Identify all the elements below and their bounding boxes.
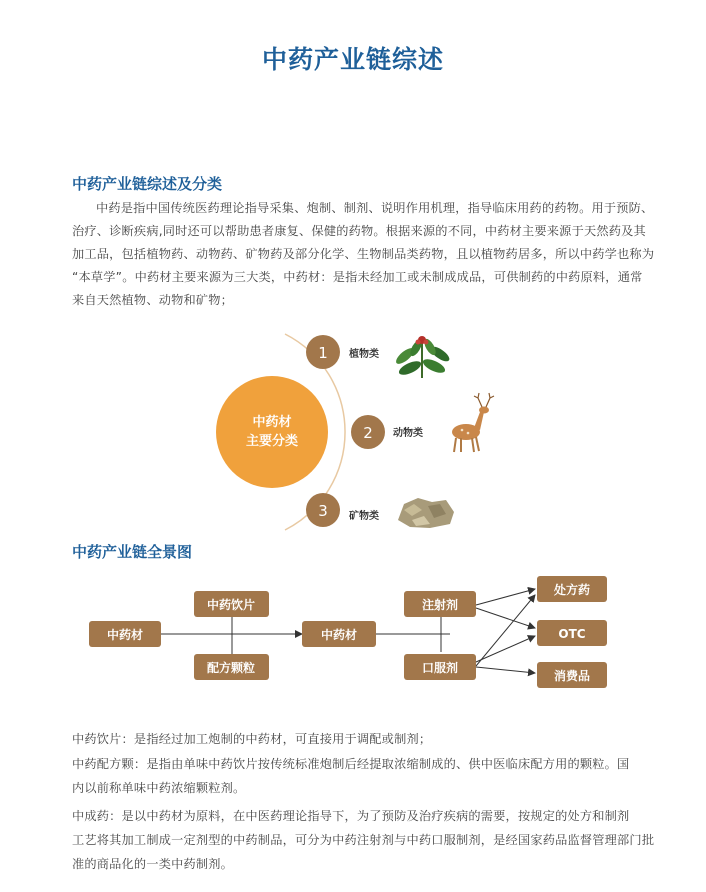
center-label-line2: 主要分类 <box>245 434 299 449</box>
svg-text:OTC: OTC <box>558 627 586 641</box>
arrow-to-prescription <box>476 589 535 605</box>
definition-decoction: 中药饮片：是指经过加工炮制的中药材，可直接用于调配或制剂； <box>72 732 432 746</box>
paragraph-line: 来自天然植物、动物和矿物； <box>72 293 234 307</box>
definition-patent-line2: 工艺将其加工制成一定剂型的中药制品，可分为中药注射剂与中药口服制剂，是经国家药品监督管理部门批 <box>72 833 655 847</box>
svg-text:口服剂: 口服剂 <box>421 661 459 675</box>
section-heading-panorama: 中药产业链全景图 <box>72 543 193 561</box>
paragraph-line: 加工品，包括植物药、动物药、矿物药及部分化学、生物制品类药物，且以植物药居多，所以中药学也称为 <box>72 247 655 261</box>
definition-patent-line3: 准的商品化的一类中药制剂。 <box>72 857 234 871</box>
svg-text:中药材: 中药材 <box>106 628 144 642</box>
badge-number: 3 <box>318 502 328 520</box>
node-consumer <box>537 662 607 688</box>
definition-patent-line1: 中成药：是以中药材为原料，在中医药理论指导下，为了预防及治疗疾病的需要，按规定的处方和制剂 <box>72 809 630 823</box>
center-label-line1: 中药材 <box>252 415 292 430</box>
paragraph-line: 中药是指中国传统医药理论指导采集、炮制、制剂、说明作用机理，指导临床用药的药物。用于预防、 <box>96 201 654 215</box>
node-oral <box>404 654 476 680</box>
badge-number: 1 <box>318 344 328 362</box>
arrow-to-consumer <box>476 667 535 673</box>
classification-diagram <box>0 320 706 540</box>
svg-text:中药材: 中药材 <box>320 628 358 642</box>
paragraph-line: 治疗、诊断疾病,同时还可以帮助患者康复、保健的药物。根据来源的不同，中药材主要来源于天然药及其 <box>72 224 646 238</box>
node-raw-material <box>89 621 161 647</box>
arrow-oral-to-otc <box>476 636 535 662</box>
industry-chain-flow <box>0 570 706 700</box>
category-label-mineral: 矿物类 <box>349 511 379 522</box>
node-injection <box>404 591 476 617</box>
page-title: 中药产业链综述 <box>261 45 444 74</box>
arrow-oral-to-prescription <box>476 595 535 666</box>
svg-text:消费品: 消费品 <box>553 669 591 683</box>
node-otc <box>537 620 607 646</box>
svg-text:配方颗粒: 配方颗粒 <box>206 661 256 675</box>
plant-icon <box>394 336 452 378</box>
definition-granules-line1: 中药配方颗：是指由单味中药饮片按传统标准炮制后经提取浓缩制成的、供中医临床配方用的颗粒。国 <box>72 757 630 771</box>
svg-text:注射剂: 注射剂 <box>421 598 459 612</box>
paragraph-line: “本草学”。中药材主要来源为三大类，中药材：是指未经加工或未制成成品，可供制药的中药原料，通常 <box>72 270 643 284</box>
arrow-injection-to-otc <box>476 608 535 628</box>
section-heading-overview: 中药产业链综述及分类 <box>72 175 223 193</box>
definition-granules-line2: 内以前称单味中药浓缩颗粒剂。 <box>72 781 246 795</box>
node-prescription <box>537 576 607 602</box>
svg-text:处方药: 处方药 <box>553 583 591 597</box>
node-formula-granules <box>194 654 269 680</box>
node-decoction-pieces <box>194 591 269 617</box>
category-label-plant: 植物类 <box>349 349 379 360</box>
node-mid-material <box>302 621 376 647</box>
center-circle <box>216 376 328 488</box>
deer-icon <box>452 393 494 452</box>
svg-text:中药饮片: 中药饮片 <box>206 598 256 612</box>
mineral-icon <box>398 498 454 528</box>
category-label-animal: 动物类 <box>393 428 423 439</box>
badge-number: 2 <box>363 424 373 442</box>
